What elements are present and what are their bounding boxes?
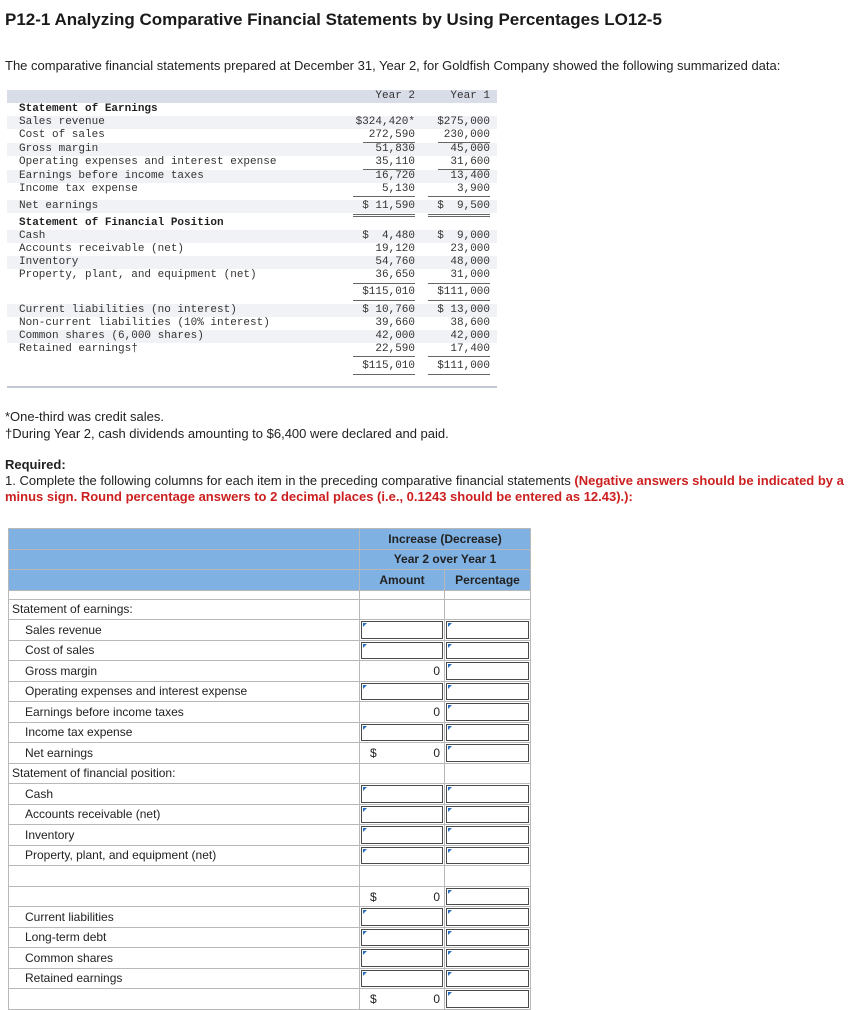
percentage-cell <box>445 661 531 682</box>
rule <box>353 356 415 357</box>
amount-input[interactable] <box>361 970 443 988</box>
amount-cell <box>360 845 445 866</box>
amount-cell <box>360 825 445 846</box>
stmt-y1: $ 9,500 <box>437 200 490 212</box>
amount-input[interactable] <box>361 683 443 701</box>
percentage-input[interactable] <box>446 683 529 701</box>
amount-cell <box>360 907 445 928</box>
liab-total-y1: $111,000 <box>437 360 490 372</box>
percentage-cell <box>445 804 531 825</box>
amount-input[interactable] <box>361 785 443 803</box>
table-row <box>9 948 531 969</box>
table-row <box>9 640 531 661</box>
table-row <box>9 599 531 620</box>
amount-input[interactable] <box>361 908 443 926</box>
spacer <box>9 590 360 599</box>
amount-cell <box>360 804 445 825</box>
footnotes <box>5 408 449 442</box>
table-row <box>9 722 531 743</box>
rule <box>353 300 415 301</box>
header-blank <box>9 529 360 550</box>
stmt-y2: $324,420* <box>355 116 415 128</box>
row-label: Statement of earnings: <box>9 599 360 620</box>
percentage-input[interactable] <box>446 990 529 1008</box>
row-bg <box>7 256 497 269</box>
rule <box>353 374 415 375</box>
stmt-y2: $ 10,760 <box>362 304 415 316</box>
amount-input[interactable] <box>361 724 443 742</box>
percentage-cell <box>445 845 531 866</box>
percentage-cell <box>445 784 531 805</box>
stmt-label: Inventory <box>19 256 79 268</box>
percentage-input[interactable] <box>446 621 529 639</box>
table-row <box>9 784 531 805</box>
stmt-y2: 36,650 <box>375 269 415 281</box>
amount-input[interactable] <box>361 806 443 824</box>
spacer <box>445 590 531 599</box>
percentage-cell <box>445 866 531 887</box>
table-row <box>9 866 531 887</box>
stmt-label: Property, plant, and equipment (net) <box>19 269 257 281</box>
percentage-input[interactable] <box>446 642 529 660</box>
row-label: Cash <box>9 784 360 805</box>
stmt-y1: 3,900 <box>456 183 490 195</box>
header-blank <box>9 570 360 591</box>
table-row <box>9 702 531 723</box>
header-year-over-year: Year 2 over Year 1 <box>360 549 531 570</box>
computed-value: 0 <box>433 746 440 760</box>
table-row <box>9 763 531 784</box>
stmt-label: Earnings before income taxes <box>19 170 204 182</box>
stmt-label: Sales revenue <box>19 116 105 128</box>
row-label: Current liabilities <box>9 907 360 928</box>
stmt-y2: 19,120 <box>375 243 415 255</box>
stmt-y1: 38,600 <box>450 317 490 329</box>
table-row <box>9 968 531 989</box>
assets-total-y1: $111,000 <box>437 286 490 298</box>
table-row <box>9 681 531 702</box>
percentage-cell <box>445 825 531 846</box>
percentage-cell <box>445 722 531 743</box>
amount-cell <box>360 886 445 907</box>
required-instructions <box>5 473 845 505</box>
assets-total-y2: $115,010 <box>362 286 415 298</box>
percentage-input[interactable] <box>446 908 529 926</box>
table-row <box>9 804 531 825</box>
row-bg <box>7 230 497 243</box>
amount-cell <box>360 620 445 641</box>
amount-cell <box>360 743 445 764</box>
table-row <box>9 886 531 907</box>
earnings-section-title: Statement of Earnings <box>19 103 158 115</box>
row-label: Statement of financial position: <box>9 763 360 784</box>
stmt-y2: 16,720 <box>375 170 415 182</box>
table-row <box>9 620 531 641</box>
comparative-statements <box>7 90 497 388</box>
stmt-y1: 230,000 <box>443 129 490 141</box>
stmt-y1: $275,000 <box>437 116 490 128</box>
footnote-credit-sales: *One-third was credit sales. <box>5 409 164 424</box>
table-row <box>9 743 531 764</box>
percentage-input[interactable] <box>446 703 529 721</box>
percentage-cell <box>445 620 531 641</box>
percentage-input[interactable] <box>446 806 529 824</box>
rule <box>353 216 415 217</box>
rule <box>428 374 490 375</box>
stmt-y1: 48,000 <box>450 256 490 268</box>
stmt-label: Common shares (6,000 shares) <box>19 330 204 342</box>
stmt-y2: 42,000 <box>375 330 415 342</box>
amount-cell <box>360 661 445 682</box>
percentage-input[interactable] <box>446 949 529 967</box>
row-label: Earnings before income taxes <box>9 702 360 723</box>
rule <box>428 196 490 197</box>
footnote-dividends: †During Year 2, cash dividends amounting to $6,400 were declared and paid. <box>5 426 449 441</box>
percentage-cell <box>445 763 531 784</box>
statement-bottom-rule <box>7 386 497 388</box>
required-text: 1. Complete the following columns for each item in the preceding comparative financial statements <box>5 473 575 488</box>
percentage-cell <box>445 599 531 620</box>
row-label: Operating expenses and interest expense <box>9 681 360 702</box>
percentage-cell <box>445 927 531 948</box>
percentage-input[interactable] <box>446 662 529 680</box>
percentage-cell <box>445 968 531 989</box>
percentage-cell <box>445 907 531 928</box>
amount-cell <box>360 722 445 743</box>
rule <box>428 214 490 215</box>
stmt-label: Retained earnings† <box>19 343 138 355</box>
stmt-label: Non-current liabilities (10% interest) <box>19 317 270 329</box>
amount-cell <box>360 681 445 702</box>
amount-input[interactable] <box>361 621 443 639</box>
amount-input[interactable] <box>361 847 443 865</box>
amount-cell <box>360 968 445 989</box>
answer-table <box>8 528 531 1010</box>
percentage-cell <box>445 702 531 723</box>
stmt-label: Current liabilities (no interest) <box>19 304 237 316</box>
percentage-input[interactable] <box>446 724 529 742</box>
table-row <box>9 907 531 928</box>
row-label: Long-term debt <box>9 927 360 948</box>
statement-header-bar <box>7 90 497 103</box>
computed-value: 0 <box>433 705 440 719</box>
required-heading: Required: <box>5 457 66 472</box>
rule <box>428 356 490 357</box>
row-label: Accounts receivable (net) <box>9 804 360 825</box>
table-row <box>9 845 531 866</box>
table-row <box>9 661 531 682</box>
row-label: Gross margin <box>9 661 360 682</box>
row-label: Inventory <box>9 825 360 846</box>
amount-cell <box>360 599 445 620</box>
percentage-input[interactable] <box>446 826 529 844</box>
amount-input[interactable] <box>361 949 443 967</box>
page-title: P12-1 Analyzing Comparative Financial Statements by Using Percentages LO12-5 <box>5 10 662 29</box>
row-label: Cost of sales <box>9 640 360 661</box>
required-section <box>5 457 845 505</box>
stmt-y2: 51,830 <box>375 143 415 155</box>
percentage-input[interactable] <box>446 929 529 947</box>
rule <box>353 214 415 215</box>
dollar-sign: $ <box>370 992 377 1006</box>
percentage-input[interactable] <box>446 785 529 803</box>
percentage-cell <box>445 886 531 907</box>
stmt-y1: $ 13,000 <box>437 304 490 316</box>
dollar-sign: $ <box>370 889 377 904</box>
amount-cell <box>360 948 445 969</box>
dollar-sign: $ <box>370 746 377 760</box>
percentage-input[interactable] <box>446 888 529 906</box>
year2-header: Year 2 <box>375 90 415 102</box>
spacer <box>360 590 445 599</box>
rule <box>428 216 490 217</box>
computed-value: 0 <box>433 664 440 678</box>
stmt-y1: 31,000 <box>450 269 490 281</box>
percentage-cell <box>445 989 531 1010</box>
liab-total-y2: $115,010 <box>362 360 415 372</box>
rule <box>353 283 415 284</box>
amount-input[interactable] <box>361 642 443 660</box>
row-label: Net earnings <box>9 743 360 764</box>
amount-cell <box>360 702 445 723</box>
stmt-y1: 13,400 <box>450 170 490 182</box>
stmt-y2: $ 11,590 <box>362 200 415 212</box>
header-percentage: Percentage <box>445 570 531 591</box>
rule <box>428 300 490 301</box>
stmt-label: Gross margin <box>19 143 99 155</box>
row-label: Retained earnings <box>9 968 360 989</box>
row-label: Sales revenue <box>9 620 360 641</box>
position-section-title: Statement of Financial Position <box>19 217 224 229</box>
row-label: Common shares <box>9 948 360 969</box>
table-row <box>9 825 531 846</box>
stmt-label: Cost of sales <box>19 129 105 141</box>
year1-header: Year 1 <box>450 90 490 102</box>
row-label <box>9 886 360 907</box>
stmt-y2: 35,110 <box>375 156 415 168</box>
stmt-label: Cash <box>19 230 46 242</box>
percentage-input[interactable] <box>446 744 529 762</box>
amount-input[interactable] <box>361 929 443 947</box>
stmt-y1: 17,400 <box>450 343 490 355</box>
table-row <box>9 927 531 948</box>
amount-cell <box>360 989 445 1010</box>
table-row <box>9 989 531 1010</box>
stmt-y1: 23,000 <box>450 243 490 255</box>
percentage-cell <box>445 681 531 702</box>
stmt-label: Operating expenses and interest expense <box>19 156 277 168</box>
stmt-y1: 42,000 <box>450 330 490 342</box>
amount-cell <box>360 927 445 948</box>
percentage-input[interactable] <box>446 847 529 865</box>
amount-cell <box>360 866 445 887</box>
stmt-y1: 31,600 <box>450 156 490 168</box>
rule <box>428 283 490 284</box>
percentage-cell <box>445 640 531 661</box>
row-label: Property, plant, and equipment (net) <box>9 845 360 866</box>
amount-cell <box>360 763 445 784</box>
stmt-y1: $ 9,000 <box>437 230 490 242</box>
header-blank <box>9 549 360 570</box>
header-amount: Amount <box>360 570 445 591</box>
required-warning: (Negative answers should be indicated by a minus sign. Round percentage answers to 2 decimal places (i.e., 0.1243 should be entered as 12.43).): <box>5 473 844 504</box>
stmt-y2: $ 4,480 <box>362 230 415 242</box>
stmt-y2: 39,660 <box>375 317 415 329</box>
amount-input[interactable] <box>361 826 443 844</box>
header-increase-decrease: Increase (Decrease) <box>360 529 531 550</box>
percentage-cell <box>445 743 531 764</box>
row-label <box>9 866 360 887</box>
amount-cell <box>360 784 445 805</box>
stmt-y2: 22,590 <box>375 343 415 355</box>
stmt-y2: 272,590 <box>368 129 415 141</box>
intro-text: The comparative financial statements prepared at December 31, Year 2, for Goldfish Company showed the following summarized data: <box>5 58 781 73</box>
rule <box>353 196 415 197</box>
computed-value: 0 <box>433 889 440 904</box>
stmt-label: Income tax expense <box>19 183 138 195</box>
stmt-label: Accounts receivable (net) <box>19 243 185 255</box>
stmt-label: Net earnings <box>19 200 99 212</box>
stmt-y2: 5,130 <box>381 183 415 195</box>
percentage-input[interactable] <box>446 970 529 988</box>
computed-value: 0 <box>433 992 440 1006</box>
row-label: Income tax expense <box>9 722 360 743</box>
amount-cell <box>360 640 445 661</box>
stmt-y2: 54,760 <box>375 256 415 268</box>
stmt-y1: 45,000 <box>450 143 490 155</box>
row-label <box>9 989 360 1010</box>
percentage-cell <box>445 948 531 969</box>
